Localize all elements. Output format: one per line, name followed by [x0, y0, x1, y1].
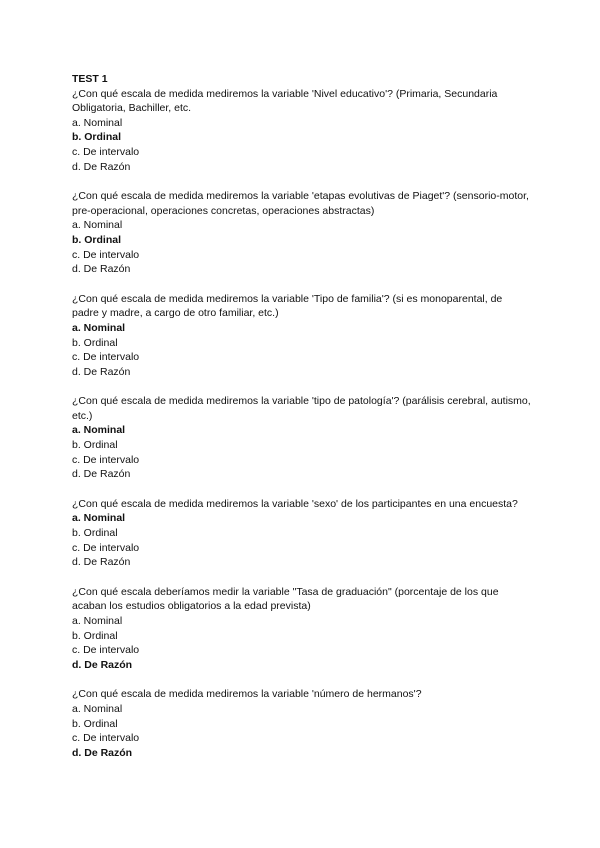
answer-option-correct: d. De Razón: [72, 746, 133, 759]
answer-option: c. De intervalo: [72, 732, 140, 745]
answer-option-correct: b. Ordinal: [72, 131, 122, 144]
question-block: [72, 292, 532, 380]
answer-option: c. De intervalo: [72, 248, 140, 261]
answer-option: c. De intervalo: [72, 145, 140, 158]
question-text: ¿Con qué escala de medida mediremos la variable 'número de hermanos'?: [72, 688, 422, 701]
answer-option: b. Ordinal: [72, 717, 118, 730]
question-text: ¿Con qué escala de medida mediremos la variable 'tipo de patología'? (parálisis cerebral, autismo, etc.): [72, 395, 531, 422]
document-page: [72, 72, 532, 775]
answer-option: d. De Razón: [72, 365, 131, 378]
answer-option: d. De Razón: [72, 160, 131, 173]
answer-option: c. De intervalo: [72, 351, 140, 364]
answer-option: a. Nominal: [72, 219, 123, 232]
answer-option: a. Nominal: [72, 116, 123, 129]
answer-option: a. Nominal: [72, 615, 123, 627]
answer-option: c. De intervalo: [72, 644, 140, 657]
answer-option: b. Ordinal: [72, 336, 118, 349]
answer-option-correct: a. Nominal: [72, 512, 126, 525]
question-text: ¿Con qué escala de medida mediremos la variable 'sexo' de los participantes en una encuesta?: [72, 497, 518, 510]
answer-option-correct: a. Nominal: [72, 321, 126, 334]
answer-option: b. Ordinal: [72, 527, 118, 540]
question-text: ¿Con qué escala de medida mediremos la variable 'Tipo de familia'? (si es monoparental, de padre y madre, a cargo de otro familiar, etc.): [72, 292, 503, 320]
answer-option-correct: d. De Razón: [72, 658, 133, 671]
question-text: ¿Con qué escala de medida mediremos la variable 'etapas evolutivas de Piaget'? (sensorio-motor, pre-operacional, operaciones concretas, operaciones abstractas): [72, 190, 529, 217]
question-block: [72, 497, 532, 570]
question-block: [72, 87, 532, 175]
test-title: TEST 1: [72, 73, 108, 85]
answer-option: b. Ordinal: [72, 629, 118, 642]
answer-option: b. Ordinal: [72, 439, 118, 452]
answer-option: c. De intervalo: [72, 453, 140, 466]
answer-option: d. De Razón: [72, 556, 131, 569]
answer-option-correct: a. Nominal: [72, 424, 126, 437]
answer-option-correct: b. Ordinal: [72, 233, 122, 246]
answer-option: d. De Razón: [72, 263, 131, 276]
question-text: ¿Con qué escala de medida mediremos la variable 'Nivel educativo'? (Primaria, Secundaria Obligatoria, Bachiller, etc.: [72, 87, 498, 115]
question-block: [72, 189, 532, 277]
question-list: [72, 87, 532, 761]
answer-option: d. De Razón: [72, 468, 131, 481]
question-block: [72, 585, 532, 673]
question-block: [72, 687, 532, 760]
question-text: ¿Con qué escala deberíamos medir la variable "Tasa de graduación" (porcentaje de los que acaban los estudios obligatorios a la edad prevista): [72, 585, 499, 613]
question-block: [72, 394, 532, 482]
answer-option: c. De intervalo: [72, 541, 140, 554]
answer-option: a. Nominal: [72, 702, 123, 715]
